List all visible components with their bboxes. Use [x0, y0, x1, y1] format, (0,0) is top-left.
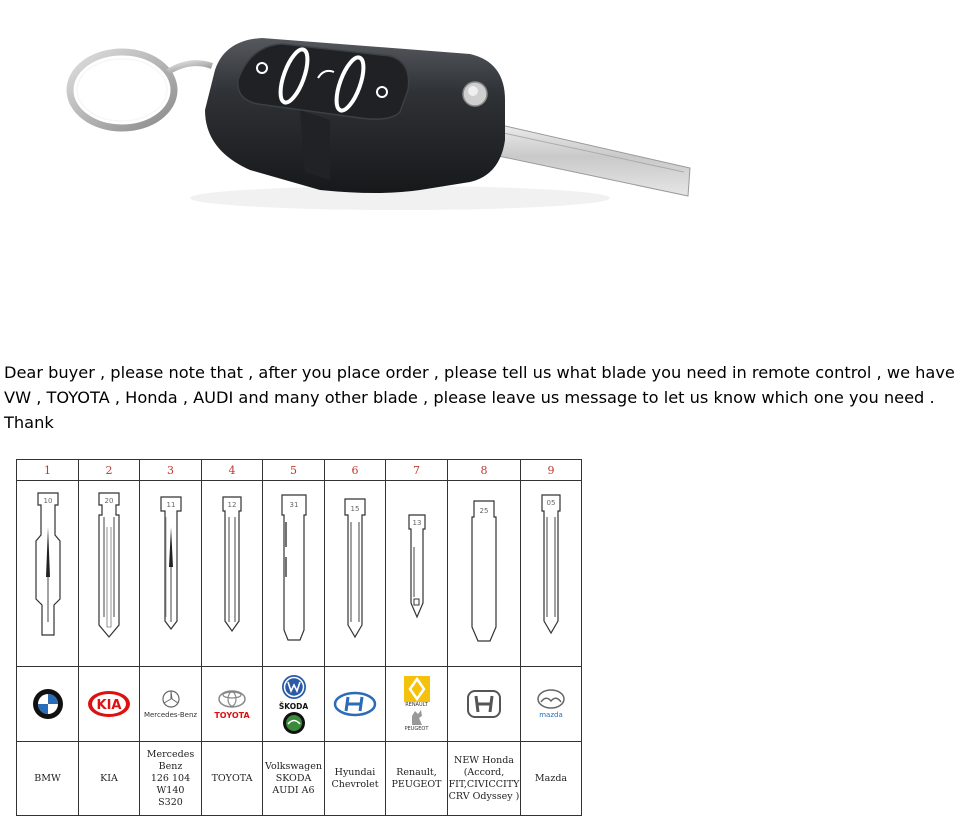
blade-number: 10: [43, 496, 52, 505]
mercedes-logo-icon: [161, 689, 181, 709]
renault-logo-icon: [404, 676, 430, 702]
logo-cell: [202, 667, 263, 742]
blade-number: 13: [412, 518, 421, 527]
column-number: 1: [17, 460, 79, 481]
mazda-blade-icon: [531, 487, 571, 657]
blade-number: 12: [227, 500, 237, 509]
brand-name-cell: [140, 742, 202, 816]
logo-cell: [325, 667, 386, 742]
mazda-caption: mazda: [539, 711, 563, 719]
brand-name-line: Mercedes: [146, 748, 195, 760]
peugeot-logo-icon: [406, 708, 428, 726]
buyer-note: Dear buyer , please note that , after you place order , please tell us what blade you need in remote control , we have VW , TOYOTA , Honda , AUDI and many other blade , please leave us message to let us know which one you need . Thank: [4, 363, 955, 432]
renault-caption: RENAULT: [405, 702, 428, 708]
blade-number: 31: [289, 500, 298, 509]
blade-number: 25: [479, 506, 489, 515]
skoda-logo-icon: [282, 711, 306, 735]
blade-cell: [17, 481, 79, 667]
brand-name-line: Renault,: [396, 766, 437, 778]
blade-number: 15: [350, 504, 360, 513]
brand-name-line: SKODA: [275, 772, 312, 784]
column-number: 4: [202, 460, 263, 481]
column-number: 6: [325, 460, 386, 481]
logo-cell: [17, 667, 79, 742]
brand-name-line: (Accord,: [463, 766, 505, 778]
column-number: 9: [521, 460, 582, 481]
blade-row: [17, 481, 582, 667]
mazda-logo-icon: [537, 689, 565, 709]
brand-name-line: FIT,CIVICCITY: [448, 778, 520, 790]
column-number: 2: [79, 460, 140, 481]
logo-cell: [448, 667, 521, 742]
number-row: [17, 460, 582, 481]
brand-name-line: Benz: [158, 760, 183, 772]
svg-text:KIA: KIA: [96, 698, 122, 713]
blade-cell: [263, 481, 325, 667]
mercedes-caption: Mercedes-Benz: [143, 711, 198, 719]
logo-cell: [521, 667, 582, 742]
brand-name-line: TOYOTA: [211, 772, 253, 784]
blade-number: 20: [104, 496, 114, 505]
logo-cell: [79, 667, 140, 742]
renault-blade-icon: [397, 487, 437, 657]
brand-name-cell: [448, 742, 521, 816]
brand-name-line: CRV Odyssey ): [448, 790, 520, 802]
brand-name-cell: [202, 742, 263, 816]
blade-cell: [448, 481, 521, 667]
kia-blade-icon: [89, 487, 129, 657]
column-number: 3: [140, 460, 202, 481]
toyota-logo-icon: [217, 689, 247, 709]
blade-cell: [79, 481, 140, 667]
bmw-blade-icon: [28, 487, 68, 657]
logo-cell: [386, 667, 448, 742]
brand-name-line: 126 104: [150, 772, 191, 784]
bmw-logo-icon: [32, 688, 64, 720]
hyundai-logo-icon: [333, 691, 377, 717]
kia-logo-icon: [87, 690, 131, 718]
brand-name-line: PEUGEOT: [391, 778, 442, 790]
honda-logo-icon: [467, 690, 501, 718]
mercedes-blade-icon: [151, 487, 191, 657]
brand-name-cell: [386, 742, 448, 816]
brand-name-line: Hyundai: [334, 766, 376, 778]
toyota-blade-icon: [212, 487, 252, 657]
brand-name-cell: [79, 742, 140, 816]
brand-name-line: Mazda: [534, 772, 568, 784]
logo-row: [17, 667, 582, 742]
toyota-caption: TOYOTA: [214, 710, 250, 720]
brand-name-line: BMW: [34, 772, 61, 784]
brand-name-line: S320: [158, 796, 183, 808]
honda-blade-icon: [464, 487, 504, 657]
blade-number: 11: [166, 500, 175, 509]
blade-reference-table: [16, 459, 582, 816]
vw-blade-icon: [274, 487, 314, 657]
logo-cell: [263, 667, 325, 742]
brand-name-cell: [263, 742, 325, 816]
vw-logo-icon: [281, 674, 307, 700]
flip-key-remote-image: [0, 0, 963, 340]
blade-cell: [386, 481, 448, 667]
brand-name-cell: [521, 742, 582, 816]
product-photo: [0, 0, 963, 340]
brand-name-line: NEW Honda: [454, 754, 514, 766]
hyundai-blade-icon: [335, 487, 375, 657]
brand-name-line: AUDI A6: [272, 784, 315, 796]
blade-cell: [521, 481, 582, 667]
brand-name-line: W140: [156, 784, 185, 796]
blade-number: 05: [546, 498, 556, 507]
blade-cell: [140, 481, 202, 667]
brand-name-line: Volkswagen: [265, 760, 322, 772]
skoda-caption: ŠKODA: [278, 701, 309, 711]
column-number: 8: [448, 460, 521, 481]
column-number: 5: [263, 460, 325, 481]
name-row: [17, 742, 582, 816]
brand-name-line: KIA: [100, 772, 118, 784]
logo-cell: [140, 667, 202, 742]
blade-cell: [202, 481, 263, 667]
peugeot-caption: PEUGEOT: [404, 726, 429, 732]
column-number: 7: [386, 460, 448, 481]
blade-cell: [325, 481, 386, 667]
brand-name-cell: [17, 742, 79, 816]
brand-name-cell: [325, 742, 386, 816]
brand-name-line: Chevrolet: [331, 778, 379, 790]
